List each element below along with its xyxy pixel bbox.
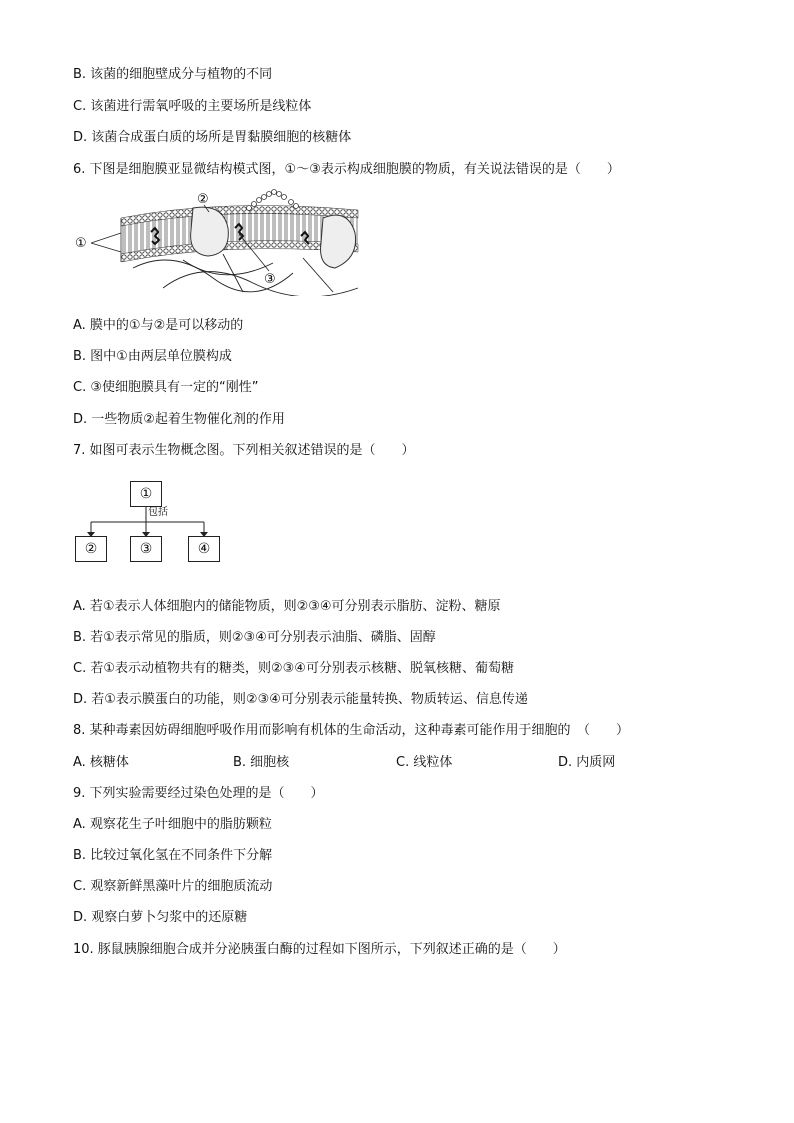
- q8-option-c: C. 线粒体: [396, 755, 453, 770]
- membrane-label-2: ②: [197, 192, 209, 207]
- q8-option-a: A. 核糖体: [73, 755, 129, 770]
- q6-stem: 6. 下图是细胞膜亚显微结构模式图，①～③表示构成细胞膜的物质，有关说法错误的是（ ）: [73, 162, 620, 177]
- concept-map: [73, 478, 233, 564]
- q5-option-c: C. 该菌进行需氧呼吸的主要场所是线粒体: [73, 99, 312, 114]
- q8-stem: 8. 某种毒素因妨碍细胞呼吸作用而影响有机体的生命活动，这种毒素可能作用于细胞的 （ ）: [73, 723, 630, 738]
- cell-membrane-diagram: [73, 188, 363, 296]
- concept-edge-label: 包括: [148, 507, 168, 518]
- q7-option-a: A. 若①表示人体细胞内的储能物质，则②③④可分别表示脂肪、淀粉、糖原: [73, 599, 501, 614]
- q5-option-d: D. 该菌合成蛋白质的场所是胃黏膜细胞的核糖体: [73, 130, 352, 145]
- q7-option-c: C. 若①表示动植物共有的糖类，则②③④可分别表示核糖、脱氧核糖、葡萄糖: [73, 661, 514, 676]
- q7-option-b: B. 若①表示常见的脂质，则②③④可分别表示油脂、磷脂、固醇: [73, 630, 436, 645]
- q10-stem: 10. 豚鼠胰腺细胞合成并分泌胰蛋白酶的过程如下图所示，下列叙述正确的是（ ）: [73, 942, 566, 957]
- q9-option-d: D. 观察白萝卜匀浆中的还原糖: [73, 910, 248, 925]
- q6-option-c: C. ③使细胞膜具有一定的“刚性”: [73, 380, 259, 395]
- concept-top-box: ①: [130, 481, 162, 507]
- q7-stem: 7. 如图可表示生物概念图。下列相关叙述错误的是（ ）: [73, 443, 415, 458]
- concept-child-box-3: ③: [130, 536, 162, 562]
- q9-option-a: A. 观察花生子叶细胞中的脂肪颗粒: [73, 817, 272, 832]
- q9-option-b: B. 比较过氧化氢在不同条件下分解: [73, 848, 273, 863]
- q8-option-d: D. 内质网: [558, 755, 616, 770]
- q9-stem: 9. 下列实验需要经过染色处理的是（ ）: [73, 786, 324, 801]
- q6-option-a: A. 膜中的①与②是可以移动的: [73, 318, 244, 333]
- q6-option-b: B. 图中①由两层单位膜构成: [73, 349, 232, 364]
- q7-option-d: D. 若①表示膜蛋白的功能，则②③④可分别表示能量转换、物质转运、信息传递: [73, 692, 528, 707]
- concept-child-box-4: ④: [188, 536, 220, 562]
- q8-option-b: B. 细胞核: [233, 755, 290, 770]
- membrane-label-1: ①: [75, 236, 87, 251]
- q9-option-c: C. 观察新鲜黑藻叶片的细胞质流动: [73, 879, 273, 894]
- membrane-label-3: ③: [264, 272, 276, 287]
- q5-option-b: B. 该菌的细胞壁成分与植物的不同: [73, 67, 273, 82]
- concept-child-box-2: ②: [75, 536, 107, 562]
- q6-option-d: D. 一些物质②起着生物催化剂的作用: [73, 412, 285, 427]
